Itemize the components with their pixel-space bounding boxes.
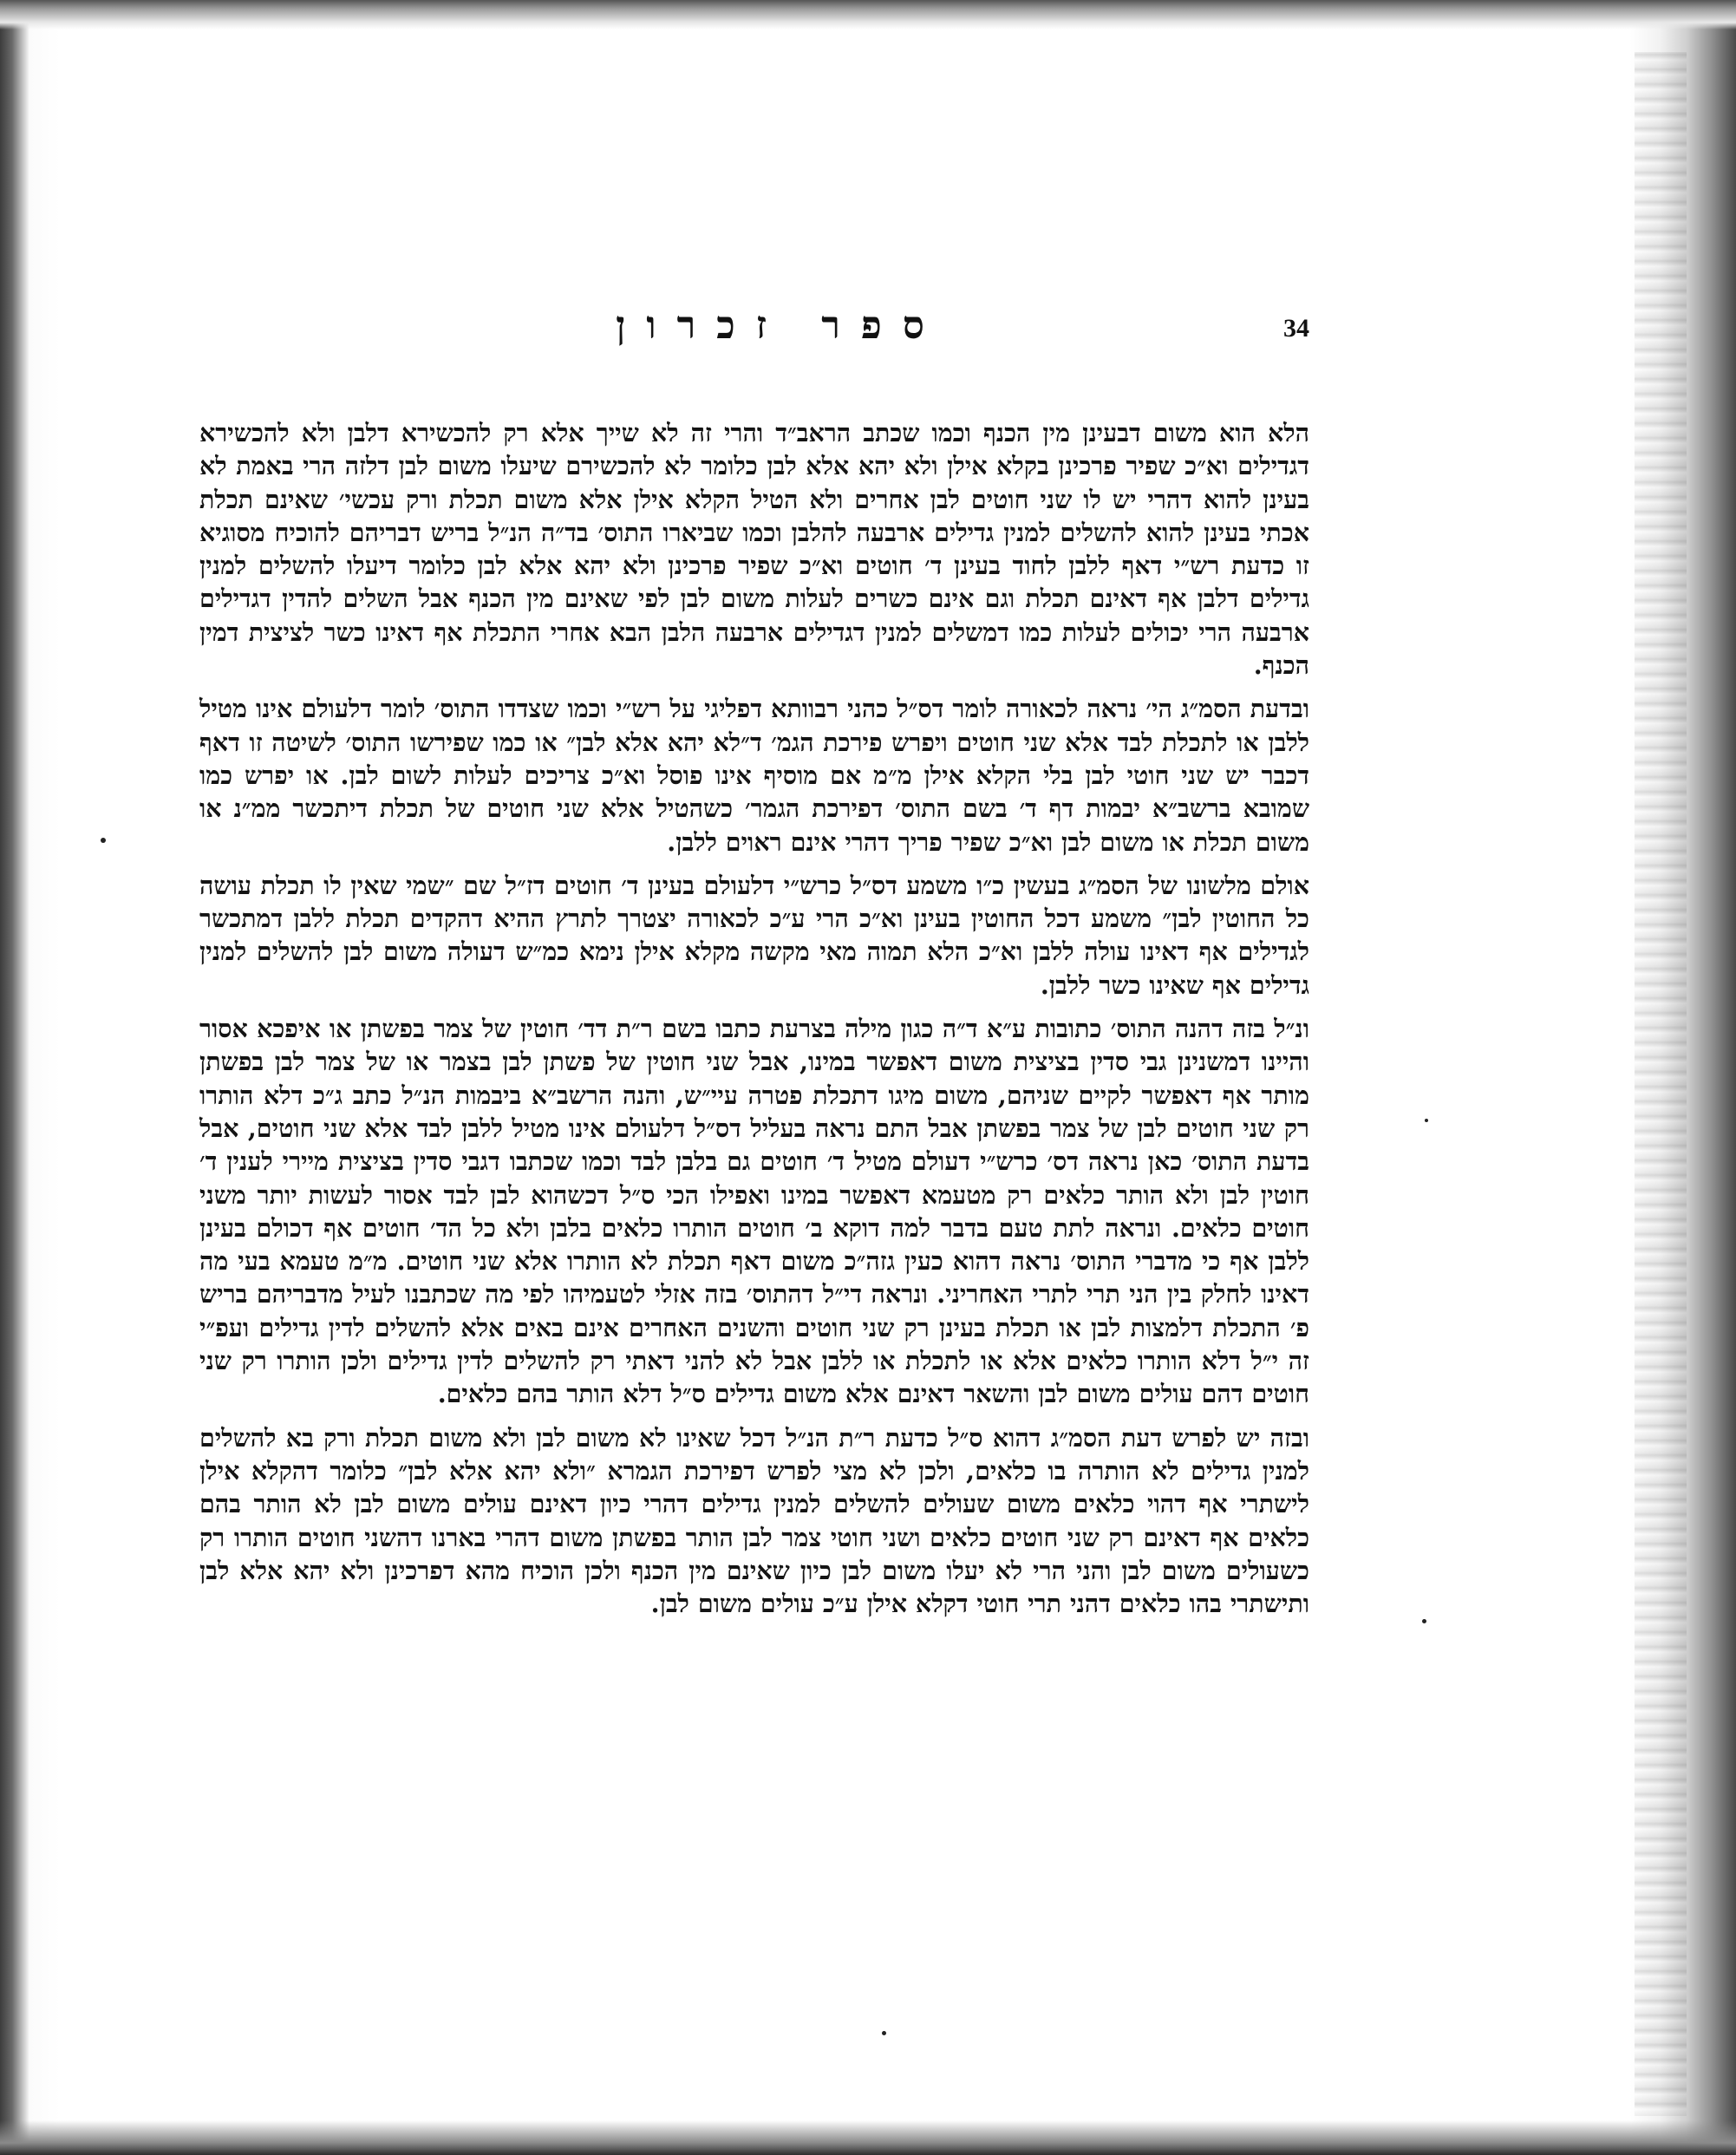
page-header xyxy=(199,304,1309,364)
page-edge-top xyxy=(0,0,1736,29)
scan-speck xyxy=(101,838,106,843)
page-edge-bottom xyxy=(0,2120,1736,2155)
page-number: 34 xyxy=(1283,314,1309,343)
paragraph: ונ״ל בזה דהנה התוס׳ כתובות ע״א ד״ה כגון מילה בצרעת כתבו בשם ר״ת דד׳ חוטין של צמר בפשתן או איפכא אסור והיינו דמשנינן גבי סדין בציצית משום דאפשר במינו, אבל שני חוטין של פשתן לבן בצמר או של צמר לבן בפשתן מותר אף דאפשר לקיים שניהם, משום מיגו דתכלת פטרה עיי״ש, והנה הרשב״א ביבמות הנ״ל כתב ג״כ דלא הותרו רק שני חוטים לבן של צמר בפשתן אבל התם נראה בעליל דס״ל דלעולם אינו מטיל ללבן לבד אלא שני חוטים, אבל בדעת התוס׳ כאן נראה דס׳ כרש״י דעולם מטיל ד׳ חוטים גם בלבן לבד וכמו שכתבו דגבי סדין בציצית מיירי לענין ד׳ חוטין לבן ולא הותר כלאים רק מטעמא דאפשר במינו ואפילו הכי ס״ל דכשהוא לבן לבד אסור לעשות יותר משני חוטים כלאים. ונראה לתת טעם בדבר למה דוקא ב׳ חוטים הותרו כלאים בלבן ולא כל הד׳ חוטים אף דכולם בעינן ללבן אף כי מדברי התוס׳ נראה דהוא כעין גזה״כ משום דאף תכלת לא הותרו אלא שני חוטים. מ״מ טעמא בעי מה דאינו לחלק בין הני תרי לתרי האחריני. ונראה די״ל דהתוס׳ בזה אזלי לטעמיהו לפי מה שכתבנו לעיל מדבריהם בריש פ׳ התכלת דלמצות לבן או תכלת בעינן רק שני חוטים והשנים האחרים אינם באים אלא להשלים לדין גדילים ועפ״י זה י״ל דלא הותרו כלאים אלא או לתכלת או ללבן אבל לא להני דאתי רק להשלים לדין גדילים ולכן הותרו רק שני חוטים דהם עולים משום לבן והשאר דאינם אלא משום גדילים ס״ל דלא הותר בהם כלאים. xyxy=(199,1014,1309,1409)
paragraph: הלא הוא משום דבעינן מין הכנף וכמו שכתב הראב״ד והרי זה לא שייך אלא רק להכשירא דלבן ולא להכשירא דגדילים וא״כ שפיר פרכינן בקלא אילן ולא יהא אלא לבן כלומר לא להכשירם שיעלו משום לבן דלזה הרי באמת לא בעינן להוא דהרי יש לו שני חוטים לבן אחרים ולא הטיל הקלא אילן אלא משום תכלת ורק עכשי׳ שאינם תכלת אכתי בעינן להוא להשלים למנין גדילים ארבעה להלבן וכמו שביארו התוס׳ בד״ה הנ״ל בריש דבריהם להוכיח מסוגיא זו כדעת רש״י דאף ללבן לחוד בעינן ד׳ חוטים וא״כ שפיר פרכינן ולא יהא אלא לבן כלומר דיעלו להשלים למנין גדילים דלבן אף דאינם תכלת וגם אינם כשרים לעלות משום לבן לפי שאינם מין הכנף אבל השלים להדין דגדילים ארבעה הרי יכולים לעלות כמו דמשלים למנין דגדילים ארבעה הלבן הבא אחרי התכלת אף דאינו כשר לציצית דמין הכנף. xyxy=(199,418,1309,681)
paragraph: ובזה יש לפרש דעת הסמ״ג דהוא ס״ל כדעת ר״ת הנ״ל דכל שאינו לא משום לבן ולא משום תכלת ורק בא להשלים למנין גדילים לא הותרה בו כלאים, ולכן לא מצי לפרש דפירכת הגמרא ״ולא יהא אלא לבן״ כלומר דהקלא אילן לישתרי אף דהוי כלאים משום שעולים להשלים למנין גדילים דהרי כיון דאינם עולים משום לבן לא הותר בהם כלאים אף דאינם רק שני חוטים כלאים ושני חוטי צמר לבן הותר בפשתן משום דהרי בארנו דהשני חוטים הותרו רק כשעולים משום לבן והני הרי לא יעלו משום לבן כיון שאינם מין הכנף ולכן הוכיח מהא דפרכינן ולא יהא אלא לבן ותישתרי בהו כלאים דהני תרי חוטי דקלא אילן ע״כ עולים משום לבן. xyxy=(199,1422,1309,1619)
page-fold-shadow xyxy=(1635,52,1687,2116)
paragraph: ובדעת הסמ״ג הי׳ נראה לכאורה לומר דס״ל כהני רבוותא דפליגי על רש״י וכמו שצדדו התוס׳ לומר דלעולם אינו מטיל ללבן או לתכלת לבד אלא שני חוטים ויפרש פירכת הגמ׳ ד״לא יהא אלא לבן״ או כמו שפירשו התוס׳ לשיטה זו דאף דכבר יש שני חוטי לבן בלי הקלא אילן מ״מ אם מוסיף אינו פוסל וא״כ צריכים לעלות לשום לבן. או יפרש כמו שמובא ברשב״א יבמות דף ד׳ בשם התוס׳ דפירכת הגמר׳ כשהטיל אלא שני חוטים של תכלת דיתכשר ממ״נ או משום תכלת או משום לבן וא״כ שפיר פריך דהרי אינם ראוים ללבן. xyxy=(199,694,1309,857)
scan-speck xyxy=(1425,1119,1428,1122)
page-content xyxy=(199,304,1309,1619)
running-title: ספר זכרון xyxy=(616,304,945,348)
scan-speck xyxy=(882,2031,886,2035)
paragraph: אולם מלשונו של הסמ״ג בעשין כ״ו משמע דס״ל כרש״י דלעולם בעינן ד׳ חוטים דז״ל שם ״שמי שאין לו תכלת עושה כל החוטין לבן״ משמע דכל החוטין בעינן וא״כ הרי ע״כ לכאורה יצטרך לתרץ ההיא דהקדים תכלת ללבן דמתכשר לגדילים אף דאינו עולה ללבן וא״כ הלא תמוה מאי מקשה מקלא אילן נימא כמ״ש דעולה משום לבן להשלים למנין גדילים אף שאינו כשר ללבן. xyxy=(199,870,1309,1000)
scan-speck xyxy=(1422,1619,1426,1623)
body-text xyxy=(199,416,1309,1620)
